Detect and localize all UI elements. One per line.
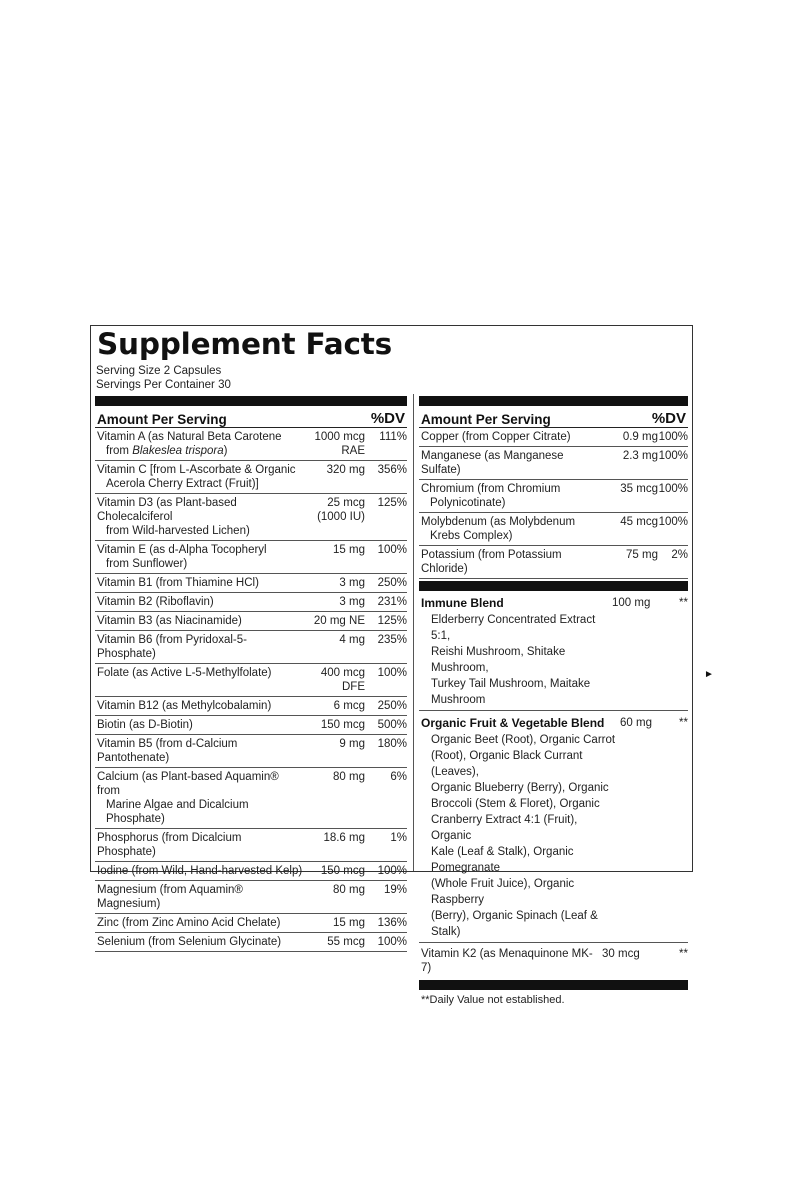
nutrient-row	[95, 664, 407, 697]
nutrient-name: Zinc (from Zinc Amino Acid Chelate)	[97, 917, 281, 929]
nutrient-amount: 80 mg	[333, 771, 365, 783]
nutrient-name: Folate (as Active L-5-Methylfolate)	[97, 667, 272, 679]
ingredient-line: Reishi Mushroom, Shitake Mushroom,	[431, 646, 566, 674]
nutrient-name: Vitamin C [from L-Ascorbate & Organic Acerola Cherry Extract (Fruit)]	[97, 464, 296, 490]
nutrient-dv: 100%	[377, 544, 407, 556]
ingredient-line: Mushroom	[431, 694, 486, 706]
bottom-rule	[419, 980, 688, 990]
right-column	[419, 396, 688, 1006]
nutrient-amount: 4 mg	[339, 634, 365, 646]
amount-header-right	[419, 406, 688, 428]
nutrient-name: Vitamin B3 (as Niacinamide)	[97, 615, 242, 627]
nutrient-amount: 150 mcg	[320, 865, 365, 877]
nutrient-dv: 500%	[377, 719, 407, 731]
dv-label: %DV	[370, 410, 405, 427]
immune-blend-name: Immune Blend	[421, 596, 504, 610]
nutrient-name: Vitamin K2 (as Menaquinone MK-7)	[421, 948, 593, 974]
nutrient-name: Vitamin A (as Natural Beta Carotene from Blakeslea trispora)	[97, 431, 282, 457]
nutrient-name: Chromium (from Chromium Polynicotinate)	[421, 483, 561, 509]
nutrient-dv: 2%	[671, 549, 688, 561]
nutrient-row	[95, 697, 407, 716]
nutrient-row	[419, 480, 688, 513]
nutrient-name: Manganese (as Manganese Sulfate)	[421, 450, 564, 476]
nutrient-amount: 15 mg	[333, 544, 365, 556]
nutrient-dv: 100%	[658, 483, 688, 495]
fruit-blend-ingredients	[421, 732, 620, 940]
ingredient-line: Cranberry Extract 4:1 (Fruit), Organic	[431, 814, 578, 842]
nutrient-row	[95, 593, 407, 612]
nutrient-amount: 320 mg	[326, 464, 365, 476]
nutrient-amount: 0.9 mg	[622, 431, 658, 443]
nutrient-name: Selenium (from Selenium Glycinate)	[97, 936, 282, 948]
nutrient-row	[419, 447, 688, 480]
left-nutrient-list	[95, 428, 407, 952]
nutrient-amount: 35 mcg	[620, 483, 658, 495]
nutrient-row	[95, 768, 407, 829]
nutrient-name: Vitamin E (as d-Alpha Tocopheryl from Sunflower)	[97, 544, 267, 570]
nutrient-amount: 150 mcg	[320, 719, 365, 731]
nutrient-amount: 3 mg	[339, 577, 365, 589]
ingredient-line: (Root), Organic Black Currant (Leaves),	[431, 750, 583, 778]
nutrient-name: Iodine (from Wild, Hand-harvested Kelp)	[97, 865, 303, 877]
nutrient-amount: 9 mg	[339, 738, 365, 750]
nutrient-dv: 100%	[658, 431, 688, 443]
fruit-blend-name: Organic Fruit & Vegetable Blend	[421, 716, 605, 730]
nutrient-dv: 125%	[377, 615, 407, 627]
dv-label: %DV	[651, 410, 686, 427]
nutrient-row	[95, 829, 407, 862]
ingredient-line: Elderberry Concentrated Extract 5:1,	[431, 614, 596, 642]
immune-blend	[419, 591, 688, 711]
column-divider	[413, 394, 414, 871]
nutrient-dv: 1%	[390, 832, 407, 844]
ingredient-line: (Whole Fruit Juice), Organic Raspberry	[431, 878, 575, 906]
footnote: **Daily Value not established.	[421, 994, 565, 1006]
top-rule-right	[419, 396, 688, 406]
nutrient-name: Vitamin B12 (as Methylcobalamin)	[97, 700, 272, 712]
nutrient-name: Vitamin B2 (Riboflavin)	[97, 596, 214, 608]
nutrient-row	[95, 461, 407, 494]
servings-per-container: Servings Per Container 30	[96, 379, 231, 391]
nutrient-row	[95, 862, 407, 881]
nutrient-name: Magnesium (from Aquamin® Magnesium)	[97, 884, 243, 910]
nutrient-dv: 100%	[377, 936, 407, 948]
fruit-blend-amount: 60 mg	[620, 717, 652, 729]
nutrient-amount: 75 mg	[626, 549, 658, 561]
nutrient-name: Vitamin B6 (from Pyridoxal-5-Phosphate)	[97, 634, 247, 660]
nutrient-dv: 180%	[377, 738, 407, 750]
nutrient-dv: 231%	[377, 596, 407, 608]
nutrient-dv: **	[679, 948, 688, 960]
supplement-facts-panel	[90, 325, 693, 1006]
ingredient-line: Organic Beet (Root), Organic Carrot	[431, 734, 616, 746]
nutrient-name: Copper (from Copper Citrate)	[421, 431, 571, 443]
nutrient-dv: 356%	[377, 464, 407, 476]
nutrient-name: Vitamin D3 (as Plant-based Cholecalciferol from Wild-harvested Lichen)	[97, 497, 250, 537]
nutrient-amount: 20 mg NE	[313, 615, 365, 627]
top-rule-left	[95, 396, 407, 406]
nutrient-name: Calcium (as Plant-based Aquamin® from Marine Algae and Dicalcium Phosphate)	[97, 771, 279, 825]
nutrient-row	[95, 716, 407, 735]
nutrient-name: Potassium (from Potassium Chloride)	[421, 549, 562, 575]
nutrient-amount: 1000 mcg RAE	[314, 431, 365, 457]
ingredient-line: (Berry), Organic Spinach (Leaf & Stalk)	[431, 910, 598, 938]
nutrient-amount: 30 mcg	[602, 948, 640, 960]
nutrient-amount: 45 mcg	[620, 516, 658, 528]
nutrient-row	[95, 574, 407, 593]
nutrient-row	[95, 428, 407, 461]
nutrient-row	[95, 914, 407, 933]
nutrient-amount: 3 mg	[339, 596, 365, 608]
nutrient-name: Vitamin B1 (from Thiamine HCl)	[97, 577, 259, 589]
nutrient-amount: 18.6 mg	[323, 832, 365, 844]
nutrient-row	[95, 631, 407, 664]
nutrient-amount: 400 mcg DFE	[320, 667, 365, 693]
nutrient-amount: 15 mg	[333, 917, 365, 929]
nutrient-row	[95, 541, 407, 574]
fruit-vegetable-blend	[419, 711, 688, 943]
nutrient-row	[419, 428, 688, 447]
nutrient-name: Molybdenum (as Molybdenum Krebs Complex)	[421, 516, 576, 542]
nutrient-dv: 250%	[377, 700, 407, 712]
nutrient-dv: 100%	[377, 865, 407, 877]
nutrient-row	[419, 546, 688, 579]
immune-blend-ingredients	[421, 612, 612, 708]
nutrient-row	[95, 494, 407, 541]
nutrient-row	[95, 881, 407, 914]
amount-per-serving-label: Amount Per Serving	[421, 412, 551, 427]
nutrient-row	[95, 933, 407, 952]
amount-header-left	[95, 406, 407, 428]
ingredient-line: Kale (Leaf & Stalk), Organic Pomegranate	[431, 846, 574, 874]
nutrient-name: Vitamin B5 (from d-Calcium Pantothenate)	[97, 738, 238, 764]
nutrient-dv: 136%	[377, 917, 407, 929]
nutrient-amount: 55 mcg	[327, 936, 365, 948]
amount-per-serving-label: Amount Per Serving	[97, 412, 227, 427]
vitamin-k2-row	[419, 943, 688, 977]
nutrient-dv: 6%	[390, 771, 407, 783]
nutrient-amount: 2.3 mg	[622, 450, 658, 462]
next-arrow-icon[interactable]: ►	[704, 669, 714, 680]
ingredient-line: Turkey Tail Mushroom, Maitake	[431, 678, 591, 690]
nutrient-amount: 6 mcg	[333, 700, 365, 712]
right-nutrient-list	[419, 428, 688, 579]
nutrient-dv: 100%	[658, 450, 688, 462]
left-column	[95, 396, 407, 952]
nutrient-dv: 235%	[377, 634, 407, 646]
fruit-blend-dv: **	[679, 717, 688, 729]
nutrient-amount: 80 mg	[333, 884, 365, 896]
nutrient-name: Biotin (as D-Biotin)	[97, 719, 193, 731]
nutrient-name: Phosphorus (from Dicalcium Phosphate)	[97, 832, 242, 858]
nutrient-dv: 250%	[377, 577, 407, 589]
nutrient-dv: 111%	[379, 431, 407, 443]
ingredient-line: Broccoli (Stem & Floret), Organic	[431, 798, 600, 810]
nutrient-row	[95, 612, 407, 631]
serving-size: Serving Size 2 Capsules	[96, 365, 222, 377]
nutrient-dv: 100%	[377, 667, 407, 679]
blend-rule	[419, 581, 688, 591]
nutrient-amount: 25 mcg (1000 IU)	[317, 497, 365, 523]
ingredient-line: Organic Blueberry (Berry), Organic	[431, 782, 609, 794]
nutrient-dv: 19%	[383, 884, 407, 896]
immune-blend-amount: 100 mg	[612, 597, 651, 609]
nutrient-dv: 125%	[377, 497, 407, 509]
nutrient-row	[419, 513, 688, 546]
nutrient-row	[95, 735, 407, 768]
panel-title: Supplement Facts	[97, 327, 392, 361]
nutrient-dv: 100%	[658, 516, 688, 528]
immune-blend-dv: **	[679, 597, 688, 609]
